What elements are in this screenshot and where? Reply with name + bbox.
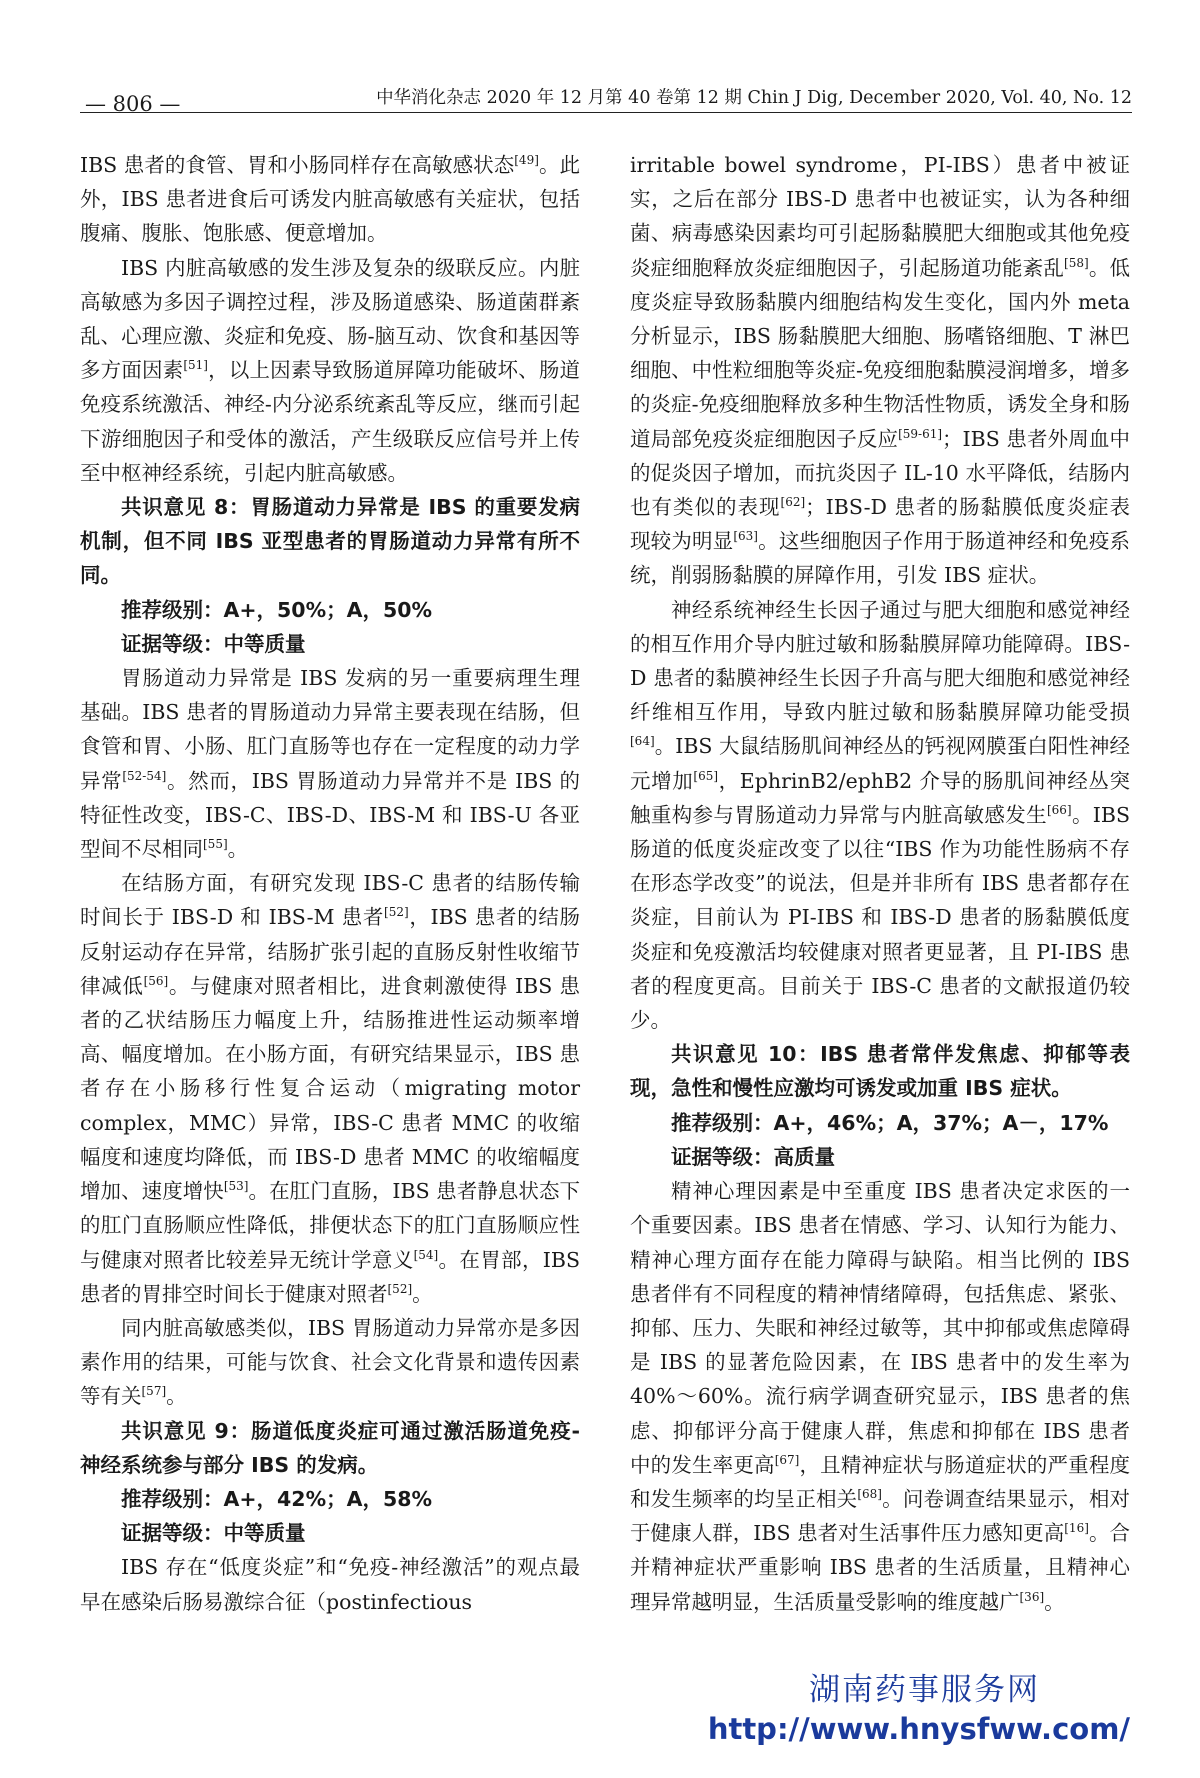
citation[interactable]: [67] [774, 1452, 800, 1467]
evidence-level: 证据等级：中等质量 [121, 631, 306, 656]
citation[interactable]: [56] [143, 973, 169, 988]
consensus-heading: 共识意见 10：IBS 患者常伴发焦虑、抑郁等表现，急性和慢性应激均可诱发或加重 IBS 症状。 [630, 1042, 1130, 1101]
paragraph: 神经系统神经生长因子通过与肥大细胞和感觉神经的相互作用介导内脏过敏和肠黏膜屏障功能障碍。IBS-D 患者的黏膜神经生长因子升高与肥大细胞和感觉神经纤维相互作用，导致内脏过敏和肠黏膜屏障功能受损[64]。IBS 大鼠结肠肌间神经丛的钙视网膜蛋白阳性神经元增加[65]，EphrinB2/ephB2 介导的肠肌间神经丛突触重构参与胃肠道动力异常与内脏高敏感发生[66]。IBS 肠道的低度炎症改变了以往“IBS 作为功能性肠病不存在形态学改变”的说法，但是并非所有 IBS 患者都存在炎症，目前认为 PI-IBS 和 IBS-D 患者的肠黏膜低度炎症和免疫激活均较健康对照者更显著，且 PI-IBS 患者的程度更高。目前关于 IBS-C 患者的文献报道仍较少。 [630, 597, 1131, 1033]
citation[interactable]: [68] [857, 1486, 882, 1501]
citation[interactable]: [64] [630, 734, 655, 749]
citation[interactable]: [52-54] [122, 768, 167, 783]
left-column [80, 148, 580, 1619]
recommendation-grade: 推荐级别：A+，42%；A，58% [121, 1486, 433, 1511]
citation[interactable]: [66] [1046, 802, 1072, 817]
evidence-level: 证据等级：中等质量 [121, 1521, 306, 1546]
citation[interactable]: [36] [1019, 1589, 1045, 1604]
consensus-heading: 共识意见 9：肠道低度炎症可通过激活肠道免疫-神经系统参与部分 IBS 的发病。 [80, 1418, 580, 1477]
paragraph: 同内脏高敏感类似，IBS 胃肠道动力异常亦是多因素作用的结果，可能与饮食、社会文化背景和遗传因素等有关[57]。 [80, 1315, 580, 1409]
citation[interactable]: [63] [733, 529, 758, 544]
page-number: — 806 — [85, 92, 181, 116]
citation[interactable]: [57] [141, 1384, 167, 1399]
citation[interactable]: [65] [693, 768, 719, 783]
citation[interactable]: [58] [1064, 255, 1089, 270]
paragraph: IBS 患者的食管、胃和小肠同样存在高敏感状态[49]。此外，IBS 患者进食后可诱发内脏高敏感有关症状，包括腹痛、腹胀、饱胀感、便意增加。 [80, 153, 580, 246]
citation[interactable]: [53] [223, 1179, 249, 1194]
recommendation-grade: 推荐级别：A+，50%；A，50% [121, 597, 433, 622]
consensus-heading: 共识意见 8：胃肠道动力异常是 IBS 的重要发病机制，但不同 IBS 亚型患者的胃肠道动力异常有所不同。 [80, 495, 580, 588]
recommendation-grade: 推荐级别：A+，46%；A，37%；A－，17% [671, 1110, 1109, 1135]
paragraph: 胃肠道动力异常是 IBS 发病的另一重要病理生理基础。IBS 患者的胃肠道动力异常主要表现在结肠，但食管和胃、小肠、肛门直肠等也存在一定程度的动力学异常[52-54]。然而，IBS 胃肠道动力异常并不是 IBS 的特征性改变，IBS-C、IBS-D、IBS-M 和 IBS-U 各亚型间不尽相同[55]。 [80, 666, 580, 862]
evidence-level: 证据等级：高质量 [671, 1144, 835, 1169]
citation[interactable]: [55] [203, 837, 228, 852]
paragraph: IBS 内脏高敏感的发生涉及复杂的级联反应。内脏高敏感为多因子调控过程，涉及肠道感染、肠道菌群紊乱、心理应激、炎症和免疫、肠-脑互动、饮食和基因等多方面因素[51]，以上因素导致肠道屏障功能破坏、肠道免疫系统激活、神经-内分泌系统紊乱等反应，继而引起下游细胞因子和受体的激活，产生级联反应信号并上传至中枢神经系统，引起内脏高敏感。 [80, 255, 581, 485]
citation[interactable]: [51] [183, 358, 208, 373]
watermark-url[interactable]: http://www.hnysfww.com/ [707, 1712, 1130, 1746]
paragraph: IBS 存在“低度炎症”和“免疫-神经激活”的观点最早在感染后肠易激综合征（postinfectious [80, 1555, 580, 1614]
citation[interactable]: [16] [1064, 1521, 1089, 1536]
paragraph: irritable bowel syndrome，PI-IBS）患者中被证实，之后在部分 IBS-D 患者中也被证实，认为各种细菌、病毒感染因素均可引起肠黏膜肥大细胞或其他免疫炎症细胞释放炎症细胞因子，引起肠道功能紊乱[58]。低度炎症导致肠黏膜内细胞结构发生变化，国内外 meta 分析显示，IBS 肠黏膜肥大细胞、肠嗜铬细胞、T 淋巴细胞、中性粒细胞等炎症-免疫细胞黏膜浸润增多，增多的炎症-免疫细胞释放多种生物活性物质，诱发全身和肠道局部免疫炎症细胞因子反应[59-61]；IBS 患者外周血中的促炎因子增加，而抗炎因子 IL-10 水平降低，结肠内也有类似的表现[62]；IBS-D 患者的肠黏膜低度炎症表现较为明显[63]。这些细胞因子作用于肠道神经和免疫系统，削弱肠黏膜的屏障作用，引发 IBS 症状。 [630, 153, 1131, 588]
citation[interactable]: [54] [413, 1247, 439, 1262]
citation[interactable]: [52] [387, 1281, 413, 1296]
citation[interactable]: [49] [514, 153, 539, 167]
paragraph: 精神心理因素是中至重度 IBS 患者决定求医的一个重要因素。IBS 患者在情感、学习、认知行为能力、精神心理方面存在能力障碍与缺陷。相当比例的 IBS 患者伴有不同程度的精神情绪障碍，包括焦虑、紧张、抑郁、压力、失眠和神经过敏等，其中抑郁或焦虑障碍是 IBS 的显著危险因素，在 IBS 患者中的发生率为 40%～60%。流行病学调查研究显示，IBS 患者的焦虑、抑郁评分高于健康人群，焦虑和抑郁在 IBS 患者中的发生率更高[67]，且精神症状与肠道症状的严重程度和发生频率的均呈正相关[68]。问卷调查结果显示，相对于健康人群，IBS 患者对生活事件压力感知更高[16]。合并精神症状严重影响 IBS 患者的生活质量，且精神心理异常越明显，生活质量受影响的维度越广[36]。 [630, 1179, 1131, 1614]
watermark-site-name: 湖南药事服务网 [809, 1672, 1040, 1708]
citation[interactable]: [52] [384, 905, 409, 920]
citation[interactable]: [62] [780, 495, 806, 510]
paragraph: 在结肠方面，有研究发现 IBS-C 患者的结肠传输时间长于 IBS-D 和 IBS-M 患者[52]，IBS 患者的结肠反射运动存在异常，结肠扩张引起的直肠反射性收缩节律减低[56]。与健康对照者相比，进食刺激使得 IBS 患者的乙状结肠压力幅度上升，结肠推进性运动频率增高、幅度增加。在小肠方面，有研究结果显示，IBS 患者存在小肠移行性复合运动（migrating motor complex，MMC）异常，IBS-C 患者 MMC 的收缩幅度和速度均降低，而 IBS-D 患者 MMC 的收缩幅度增加、速度增快[53]。在肛门直肠，IBS 患者静息状态下的肛门直肠顺应性降低，排便状态下的肛门直肠顺应性与健康对照者比较差异无统计学意义[54]。在胃部，IBS 患者的胃排空时间长于健康对照者[52]。 [80, 871, 580, 1306]
journal-header: 中华消化杂志 2020 年 12 月第 40 卷第 12 期 Chin J Dig, December 2020, Vol. 40, No. 12 [376, 88, 1132, 108]
citation[interactable]: [59-61] [898, 426, 943, 441]
right-column [630, 148, 1130, 1619]
header-rule [80, 112, 1132, 113]
